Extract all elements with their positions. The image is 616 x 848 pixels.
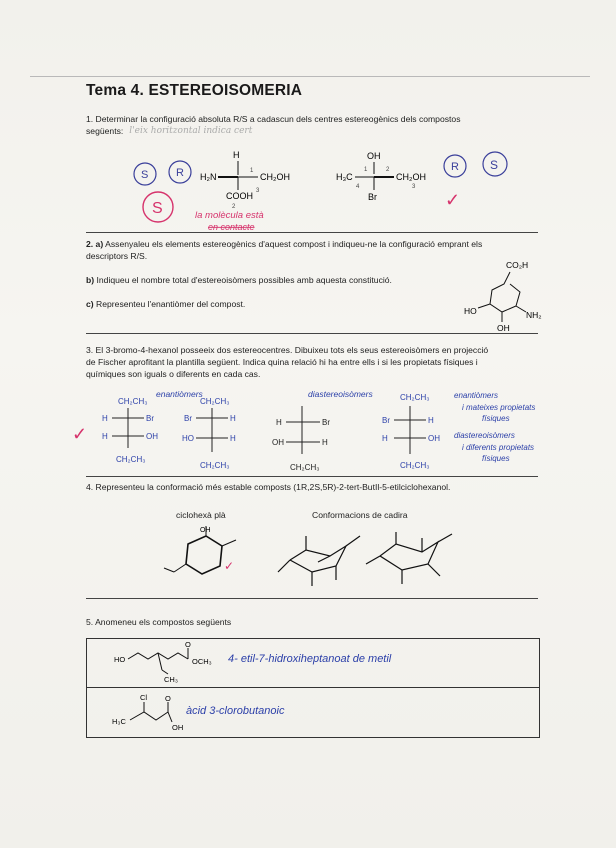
- svg-text:OH: OH: [146, 432, 158, 441]
- svg-text:OH: OH: [172, 723, 184, 732]
- svg-text:H: H: [428, 416, 434, 425]
- label-flat-cyclohexane: ciclohexà plà: [176, 510, 226, 520]
- question-2: 2. a) Assenyaleu els elements estereogènics d'aquest compost i indiqueu-ne la configuració emprant els descriptors R/S.: [86, 238, 541, 262]
- question-1-line2: següents:: [86, 126, 124, 136]
- handwritten-notes: [454, 391, 535, 463]
- circled-s-icon: [134, 163, 156, 185]
- divider-3: [86, 476, 538, 477]
- svg-text:Br: Br: [146, 414, 154, 423]
- molecule-1: [200, 150, 290, 210]
- fischer-4: [382, 393, 440, 470]
- svg-text:CH₂CH₃: CH₂CH₃: [118, 397, 148, 406]
- svg-text:CH₃: CH₃: [164, 675, 178, 684]
- pink-note-line1: la molècula està: [195, 210, 264, 221]
- svg-text:3: 3: [256, 188, 260, 194]
- compound-1: [114, 640, 392, 684]
- fischer-projections: [70, 384, 590, 476]
- svg-text:CH₂CH₃: CH₂CH₃: [290, 463, 320, 472]
- fischer-3: [272, 406, 330, 472]
- svg-text:O: O: [165, 694, 171, 703]
- svg-text:S: S: [490, 158, 499, 172]
- label-chair-conformations: Conformacions de cadira: [312, 510, 408, 520]
- svg-text:4: 4: [356, 184, 360, 190]
- svg-text:H: H: [230, 414, 236, 423]
- svg-text:O: O: [185, 640, 191, 649]
- divider-2: [86, 333, 538, 334]
- question-1-molecules: [100, 142, 560, 242]
- svg-text:CH₂OH: CH₂OH: [260, 172, 290, 182]
- svg-text:OH: OH: [428, 434, 440, 443]
- hand-enantiomers: enantiòmers: [156, 389, 203, 399]
- svg-text:CH₂OH: CH₂OH: [396, 172, 426, 182]
- svg-text:i mateixes propietats: i mateixes propietats: [462, 403, 536, 412]
- question-2-molecule: [460, 256, 550, 336]
- hand-diastereoisomers: diastereoisòmers: [308, 389, 373, 399]
- svg-text:CH₂CH₃: CH₂CH₃: [116, 455, 146, 464]
- svg-text:S: S: [152, 200, 163, 217]
- svg-text:✓: ✓: [224, 559, 235, 573]
- svg-text:NH₂: NH₂: [526, 310, 542, 320]
- molecule-2: [336, 151, 426, 202]
- chair-conformation-2: [366, 532, 452, 584]
- svg-text:OH: OH: [272, 438, 284, 447]
- svg-text:OCH₃: OCH₃: [192, 657, 212, 666]
- svg-text:i diferents propietats: i diferents propietats: [462, 443, 535, 452]
- question-3-line3: químiques son iguals o diferents en cada cas.: [86, 369, 261, 379]
- svg-text:Br: Br: [322, 418, 330, 427]
- question-5-molecules: [100, 640, 530, 736]
- svg-text:R: R: [451, 161, 459, 173]
- circled-r-icon: [169, 161, 191, 183]
- pink-note-line2: en contacte: [208, 222, 255, 232]
- svg-text:Br: Br: [184, 414, 192, 423]
- svg-text:H: H: [102, 432, 108, 441]
- svg-text:S: S: [141, 169, 149, 181]
- question-2c: c) Representeu l'enantiòmer del compost.: [86, 299, 246, 309]
- svg-text:HO: HO: [182, 434, 194, 443]
- question-1-line1: 1. Determinar la configuració absoluta R/S a cadascun dels centres estereogènics dels compostos: [86, 114, 461, 124]
- svg-text:CH₂CH₃: CH₂CH₃: [400, 461, 430, 470]
- svg-text:CH₂CH₃: CH₂CH₃: [200, 397, 230, 406]
- question-2b: b) Indiqueu el nombre total d'estereoisòmers possibles amb aquesta constitució.: [86, 275, 392, 285]
- fischer-1: [102, 397, 158, 464]
- svg-text:1: 1: [364, 167, 368, 173]
- answer-2: àcid 3-clorobutanoic: [186, 705, 285, 717]
- circled-r2-icon: [444, 155, 466, 177]
- svg-text:Br: Br: [368, 192, 377, 202]
- svg-text:HO: HO: [114, 655, 126, 664]
- flat-cyclohexane: [164, 526, 236, 574]
- fischer-2: [182, 397, 236, 470]
- question-3-line1: 3. El 3-bromo-4-hexanol posseeix dos estereocentres. Dibuixeu tots els seus estereoisòmers en projecció: [86, 345, 489, 355]
- question-2a-line2: descriptors R/S.: [86, 251, 148, 261]
- svg-text:H: H: [382, 434, 388, 443]
- svg-text:H: H: [276, 418, 282, 427]
- circled-s2-icon: [483, 152, 507, 176]
- svg-text:1: 1: [250, 168, 254, 174]
- svg-text:H₃C: H₃C: [336, 172, 353, 182]
- check-icon: ✓: [445, 190, 461, 210]
- divider-4: [86, 598, 538, 599]
- question-4: 4. Representeu la conformació més estable composts (1R,2S,5R)-2-tert-ButIl-5-etilciclohexanol.: [86, 482, 451, 492]
- divider-1: [86, 232, 538, 233]
- svg-text:HO: HO: [464, 306, 477, 316]
- svg-text:Br: Br: [382, 416, 390, 425]
- compound-2: [112, 693, 285, 732]
- question-5: 5. Anomeneu els compostos següents: [86, 617, 232, 627]
- question-4-drawings: [140, 522, 480, 594]
- svg-text:H₃C: H₃C: [112, 717, 126, 726]
- chair-conformation-1: [278, 536, 360, 586]
- svg-text:diastereoisòmers: diastereoisòmers: [454, 431, 515, 440]
- svg-text:CH₂CH₃: CH₂CH₃: [400, 393, 430, 402]
- svg-text:CO₂H: CO₂H: [506, 260, 529, 270]
- svg-text:H: H: [230, 434, 236, 443]
- svg-text:3: 3: [412, 184, 416, 190]
- question-3: [86, 344, 546, 380]
- svg-text:H: H: [322, 438, 328, 447]
- svg-text:físiques: físiques: [482, 454, 510, 463]
- question-3-line2: de Fischer aprofitant la plantilla següent. Indica quina relació hi ha entre ells i si les propietats físiques i: [86, 357, 478, 367]
- page-title: Tema 4. ESTEREOISOMERIA: [86, 82, 303, 99]
- question-1: [86, 113, 546, 137]
- svg-text:2: 2: [232, 204, 236, 210]
- svg-text:enantiòmers: enantiòmers: [454, 391, 499, 400]
- faint-note: l'eix horitzontal indica cert: [129, 126, 253, 136]
- check-icon-2: ✓: [72, 424, 88, 444]
- svg-text:CH₂CH₃: CH₂CH₃: [200, 461, 230, 470]
- question-2a: Assenyaleu els elements estereogènics d'aquest compost i indiqueu-ne la configuració emprant els: [105, 239, 483, 249]
- svg-text:físiques: físiques: [482, 414, 510, 423]
- svg-text:H: H: [102, 414, 108, 423]
- big-circled-s-icon: [143, 192, 173, 222]
- svg-text:OH: OH: [497, 323, 510, 333]
- svg-text:2: 2: [386, 167, 390, 173]
- svg-text:Cl: Cl: [140, 693, 148, 702]
- answer-1: 4- etil-7-hidroxiheptanoat de metil: [228, 653, 392, 665]
- svg-text:COOH: COOH: [226, 191, 253, 201]
- svg-text:OH: OH: [367, 151, 381, 161]
- svg-text:H: H: [233, 150, 240, 160]
- page-top-divider: [30, 76, 590, 77]
- svg-text:R: R: [176, 167, 184, 179]
- svg-text:H₂N: H₂N: [200, 172, 217, 182]
- svg-text:OH: OH: [200, 527, 211, 534]
